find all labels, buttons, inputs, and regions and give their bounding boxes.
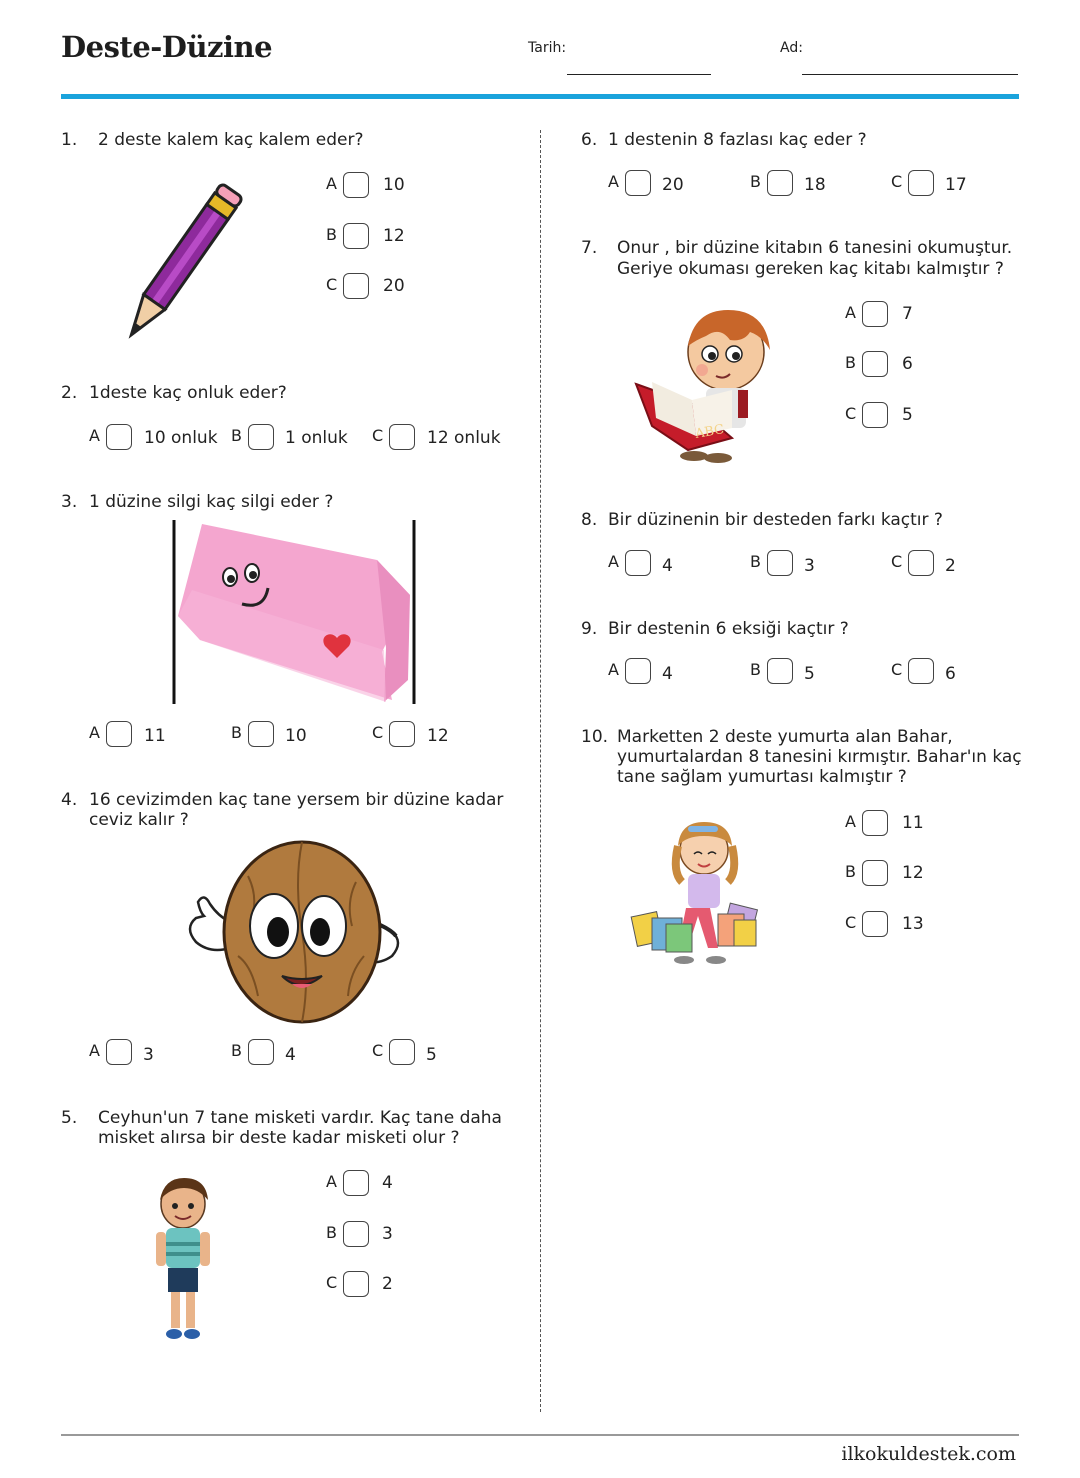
question-number: 4. bbox=[61, 790, 78, 810]
question-number: 8. bbox=[581, 510, 598, 530]
option-value: 10 onluk bbox=[144, 428, 218, 448]
answer-checkbox-a[interactable] bbox=[106, 1039, 132, 1065]
shopping-girl-image bbox=[630, 822, 780, 966]
option-letter: A bbox=[845, 812, 856, 831]
option-value: 5 bbox=[426, 1045, 437, 1065]
question-text: Bir düzinenin bir desteden farkı kaçtır ? bbox=[608, 510, 943, 530]
option-value: 6 bbox=[945, 664, 956, 684]
name-field[interactable] bbox=[802, 74, 1018, 75]
answer-checkbox-a[interactable] bbox=[343, 172, 369, 198]
option-letter: A bbox=[89, 426, 100, 445]
answer-checkbox-b[interactable] bbox=[248, 1039, 274, 1065]
option-letter: B bbox=[750, 660, 761, 679]
date-label: Tarih: bbox=[528, 40, 567, 56]
svg-text:ABC: ABC bbox=[694, 422, 726, 442]
option-letter: C bbox=[372, 426, 384, 445]
option-value: 4 bbox=[382, 1173, 393, 1193]
option-value: 4 bbox=[662, 556, 673, 576]
option-value: 4 bbox=[662, 664, 673, 684]
answer-checkbox-c[interactable] bbox=[908, 550, 934, 576]
option-value: 1 onluk bbox=[285, 428, 348, 448]
question-number: 5. bbox=[61, 1108, 78, 1128]
option-value: 12 onluk bbox=[427, 428, 501, 448]
answer-checkbox-a[interactable] bbox=[862, 810, 888, 836]
option-letter: B bbox=[845, 353, 856, 372]
option-letter: C bbox=[845, 404, 857, 423]
option-value: 12 bbox=[427, 726, 449, 746]
answer-checkbox-a[interactable] bbox=[106, 721, 132, 747]
question-number: 3. bbox=[61, 492, 78, 512]
question-text: Geriye okuması gereken kaç kitabı kalmıştır ? bbox=[617, 259, 1004, 279]
option-value: 5 bbox=[902, 405, 913, 425]
question-text: 1 destenin 8 fazlası kaç eder ? bbox=[608, 130, 867, 150]
question-text: yumurtalardan 8 tanesini kırmıştır. Bahar'ın kaç bbox=[617, 747, 1022, 767]
answer-checkbox-a[interactable] bbox=[106, 424, 132, 450]
question-number: 10. bbox=[581, 727, 609, 747]
option-value: 20 bbox=[383, 276, 405, 296]
option-value: 3 bbox=[804, 556, 815, 576]
answer-checkbox-b[interactable] bbox=[248, 424, 274, 450]
answer-checkbox-c[interactable] bbox=[908, 170, 934, 196]
option-letter: C bbox=[326, 275, 338, 294]
walnut-image bbox=[178, 836, 410, 1024]
question-number: 9. bbox=[581, 619, 598, 639]
answer-checkbox-b[interactable] bbox=[862, 351, 888, 377]
question-number: 6. bbox=[581, 130, 598, 150]
date-field[interactable] bbox=[567, 74, 711, 75]
answer-checkbox-c[interactable] bbox=[343, 1271, 369, 1297]
option-value: 17 bbox=[945, 175, 967, 195]
option-letter: A bbox=[326, 174, 337, 193]
option-letter: B bbox=[231, 1041, 242, 1060]
option-value: 2 bbox=[382, 1274, 393, 1294]
option-letter: C bbox=[845, 913, 857, 932]
pencil-image bbox=[112, 166, 254, 356]
option-letter: B bbox=[845, 862, 856, 881]
option-letter: A bbox=[89, 723, 100, 742]
option-letter: A bbox=[845, 303, 856, 322]
answer-checkbox-a[interactable] bbox=[862, 301, 888, 327]
answer-checkbox-c[interactable] bbox=[343, 273, 369, 299]
option-value: 4 bbox=[285, 1045, 296, 1065]
question-text: Onur , bir düzine kitabın 6 tanesini okumuştur. bbox=[617, 238, 1013, 258]
option-value: 11 bbox=[902, 813, 924, 833]
boy-image bbox=[148, 1176, 218, 1344]
option-letter: C bbox=[372, 723, 384, 742]
question-number: 2. bbox=[61, 383, 78, 403]
option-letter: C bbox=[891, 552, 903, 571]
option-letter: B bbox=[750, 552, 761, 571]
option-value: 12 bbox=[902, 863, 924, 883]
option-letter: C bbox=[891, 172, 903, 191]
option-letter: C bbox=[326, 1273, 338, 1292]
question-text: Marketten 2 deste yumurta alan Bahar, bbox=[617, 727, 953, 747]
option-value: 10 bbox=[383, 175, 405, 195]
footer-site: ilkokuldestek.com bbox=[841, 1443, 1016, 1465]
page-title: Deste-Düzine bbox=[61, 30, 273, 64]
answer-checkbox-c[interactable] bbox=[862, 402, 888, 428]
reading-boy-image bbox=[632, 308, 778, 464]
header-divider bbox=[61, 94, 1019, 99]
answer-checkbox-a[interactable] bbox=[625, 658, 651, 684]
option-value: 3 bbox=[143, 1045, 154, 1065]
answer-checkbox-c[interactable] bbox=[389, 424, 415, 450]
name-label: Ad: bbox=[780, 40, 803, 56]
answer-checkbox-a[interactable] bbox=[625, 550, 651, 576]
option-value: 3 bbox=[382, 1224, 393, 1244]
option-letter: C bbox=[372, 1041, 384, 1060]
answer-checkbox-b[interactable] bbox=[248, 721, 274, 747]
option-value: 13 bbox=[902, 914, 924, 934]
option-letter: B bbox=[231, 426, 242, 445]
question-number: 7. bbox=[581, 238, 598, 258]
option-value: 18 bbox=[804, 175, 826, 195]
option-value: 10 bbox=[285, 726, 307, 746]
option-letter: C bbox=[891, 660, 903, 679]
answer-checkbox-a[interactable] bbox=[625, 170, 651, 196]
option-letter: B bbox=[231, 723, 242, 742]
question-text: 16 cevizimden kaç tane yersem bir düzine kadar bbox=[89, 790, 504, 810]
column-divider bbox=[540, 130, 541, 1412]
answer-checkbox-b[interactable] bbox=[767, 170, 793, 196]
question-text: ceviz kalır ? bbox=[89, 810, 189, 830]
question-number: 1. bbox=[61, 130, 78, 150]
option-value: 7 bbox=[902, 304, 913, 324]
answer-checkbox-b[interactable] bbox=[343, 223, 369, 249]
question-text: Ceyhun'un 7 tane misketi vardır. Kaç tane daha bbox=[98, 1108, 502, 1128]
option-letter: A bbox=[608, 660, 619, 679]
answer-checkbox-b[interactable] bbox=[343, 1221, 369, 1247]
option-letter: A bbox=[326, 1172, 337, 1191]
answer-checkbox-c[interactable] bbox=[389, 721, 415, 747]
option-letter: A bbox=[608, 552, 619, 571]
answer-checkbox-a[interactable] bbox=[343, 1170, 369, 1196]
question-text: 1 düzine silgi kaç silgi eder ? bbox=[89, 492, 334, 512]
option-value: 20 bbox=[662, 175, 684, 195]
question-text: tane sağlam yumurtası kalmıştır ? bbox=[617, 767, 907, 787]
option-value: 6 bbox=[902, 354, 913, 374]
answer-checkbox-c[interactable] bbox=[908, 658, 934, 684]
option-value: 2 bbox=[945, 556, 956, 576]
question-text: 2 deste kalem kaç kalem eder? bbox=[98, 130, 364, 150]
question-text: 1deste kaç onluk eder? bbox=[89, 383, 287, 403]
answer-checkbox-b[interactable] bbox=[767, 658, 793, 684]
footer-divider bbox=[61, 1434, 1019, 1436]
option-value: 5 bbox=[804, 664, 815, 684]
option-value: 11 bbox=[144, 726, 166, 746]
answer-checkbox-b[interactable] bbox=[767, 550, 793, 576]
question-text: Bir destenin 6 eksiği kaçtır ? bbox=[608, 619, 849, 639]
option-letter: B bbox=[326, 1223, 337, 1242]
answer-checkbox-b[interactable] bbox=[862, 860, 888, 886]
option-letter: B bbox=[326, 225, 337, 244]
option-letter: A bbox=[89, 1041, 100, 1060]
option-letter: A bbox=[608, 172, 619, 191]
option-letter: B bbox=[750, 172, 761, 191]
answer-checkbox-c[interactable] bbox=[389, 1039, 415, 1065]
answer-checkbox-c[interactable] bbox=[862, 911, 888, 937]
option-value: 12 bbox=[383, 226, 405, 246]
question-text: misket alırsa bir deste kadar misketi olur ? bbox=[98, 1128, 460, 1148]
eraser-image bbox=[172, 520, 416, 704]
